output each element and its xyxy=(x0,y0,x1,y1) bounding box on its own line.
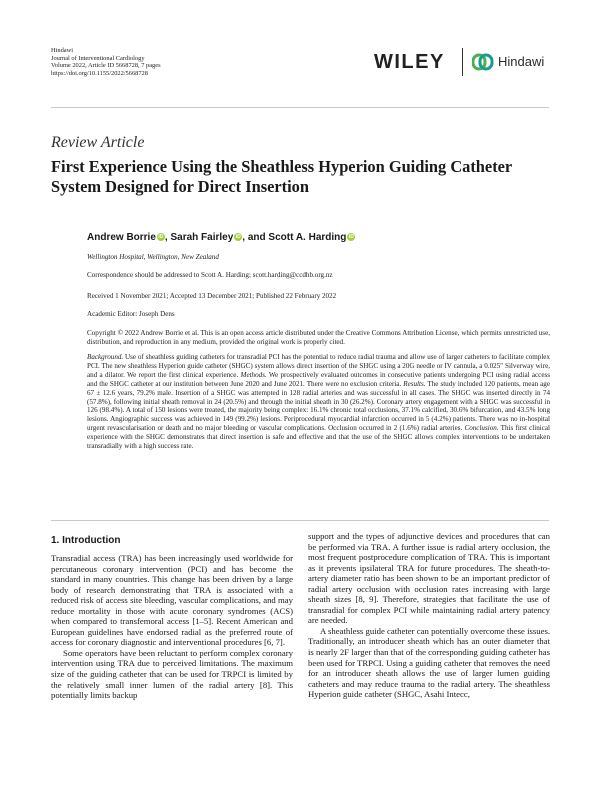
header-rule xyxy=(51,107,549,108)
abstract-methods: We prospectively evaluated outcomes in consecutive patients undergoing PCI using radial access and the SHGC catheter at our institution between June 2020 and June 2021. There were no exclusion criteria. xyxy=(87,370,550,388)
body-paragraph: support and the types of adjunctive devices and procedures that can be performed via TRA. A further issue is radial artery occlusion, the most frequent postprocedure complication of TRA. This is important as it prevents ipsilateral TRA for future procedures. The sheath-to-artery diameter ratio has been shown to be an important predictor of radial artery occlusion with occlusion rates increasing with large sheath sizes [8, 9]. Therefore, strategies that facilitate the use of transradial for complex PCI while maintaining radial artery patency are needed. xyxy=(308,531,550,626)
section-heading: 1. Introduction xyxy=(51,535,121,546)
journal-name: Journal of Interventional Cardiology xyxy=(51,54,145,62)
wiley-logo: WILEY xyxy=(374,51,445,73)
author-name[interactable]: Scott A. Harding xyxy=(268,232,347,243)
abstract-conclusion: This first clinical experience with the SHGC demonstrates that direct insertion is safe and effective and that the use of the SHGC allows complex interventions to be undertaken transradially with a high success rate. xyxy=(87,424,550,451)
copyright-notice: Copyright © 2022 Andrew Borrie et al. This is an open access article distributed under the Creative Commons Attribution License, which permits unrestricted use, distribution, and reproduction in any medium, provided the original work is properly cited. xyxy=(87,329,550,346)
article-title: First Experience Using the Sheathless Hyperion Guiding Catheter System Designed for Direct Insertion xyxy=(51,157,512,196)
publisher-logos xyxy=(372,48,562,78)
publisher-name: Hindawi xyxy=(51,47,74,54)
article-type: Review Article xyxy=(51,134,145,151)
abstract-results-label: Results. xyxy=(403,379,426,388)
abstract-background: Use of sheathless guiding catheters for transradial PCI has the potential to reduce radial trauma and allow use of larger catheters to facilitate complex PCI. The new sheathless Hyperion guide catheter (SHGC) system allows direct insertion of the SHGC using a 20G needle or IV cannula, a 0.025″ Silverway wire, and a dilator. We report the first clinical experience. xyxy=(87,353,550,379)
author-separator: , xyxy=(164,232,171,243)
body-column-right xyxy=(308,531,550,700)
academic-editor: Academic Editor: Joseph Dens xyxy=(87,310,175,318)
orcid-icon[interactable]: iD xyxy=(235,234,241,241)
article-dates: Received 1 November 2021; Accepted 13 December 2021; Published 22 February 2022 xyxy=(87,292,337,300)
orcid-icon[interactable]: iD xyxy=(158,234,164,241)
author-name[interactable]: Andrew Borrie xyxy=(87,232,156,243)
orcid-icon[interactable]: iD xyxy=(348,234,354,241)
correspondence: Correspondence should be addressed to Scott A. Harding; scott.harding@ccdhb.org.nz xyxy=(87,271,333,279)
doi-link[interactable]: https://doi.org/10.1155/2022/5668728 xyxy=(51,69,148,77)
body-paragraph: Some operators have been reluctant to perform complex coronary intervention using TRA due to perceived limitations. The maximum size of the guiding catheter that can be used for TRPCI is limited by the relatively small inner lumen of the radial artery [8]. This potentially limits backup xyxy=(51,647,293,701)
logo-divider xyxy=(462,48,463,76)
author-separator: , and xyxy=(242,232,269,243)
abstract-conclusion-label: Conclusion. xyxy=(464,424,499,433)
journal-meta xyxy=(51,47,161,77)
hindawi-logo-text: Hindawi xyxy=(498,54,545,69)
abstract-background-label: Background. xyxy=(87,353,124,361)
abstract xyxy=(87,353,550,451)
body-paragraph: A sheathless guide catheter can potentially overcome these issues. Traditionally, an introducer sheath which has an outer diameter that is nearly 2F larger than that of the corresponding guiding catheter has been used for TRPCI. Using a guiding catheter that removes the need for an introducer sheath allows the use of larger lumen guiding catheters and may reduce trauma to the radial artery. The sheathless Hyperion guide catheter (SHGC, Asahi Intecc, xyxy=(308,625,550,700)
abstract-methods-label: Methods. xyxy=(240,370,267,379)
body-paragraph: Transradial access (TRA) has been increasingly used worldwide for percutaneous coronary intervention (PCI) and has become the standard in many countries. This change has been driven by a large body of research demonstrating that TRA is associated with a reduced risk of access site bleeding, vascular complications, and may reduce mortality in those with acute coronary syndromes (ACS) when compared to transfemoral access [1–5]. Recent American and European guidelines have endorsed radial as the preferred route of access for coronary diagnostic and interventional procedures [6, 7]. xyxy=(51,553,293,648)
volume-line: Volume 2022, Article ID 5668728, 7 pages xyxy=(51,62,161,70)
abstract-rule xyxy=(51,520,549,521)
abstract-results: The study included 120 patients, mean age 67 ± 12.6 years, 79.2% male. Insertion of a SHGC was attempted in 128 radial arteries and was successful in all cases. The SHGC was inserted directly in 74 (57.8%), following initial sheath removal in 24 (20.5%) and through the initial sheath in 30 (26.2%). Coronary artery engagement with a SHGC was successful in 126 (98.4%). A total of 150 lesions were treated, the majority being complex: 16.1% chronic total occlusions, 37.1% calcified, 30.6% bifurcation, and 43.5% long lesions. Angiographic success was achieved in 149 (99.2%) lesions. Periprocedural myocardial infarction occurred in 5 (4.2%) patients. There was no in-hospital urgent revascularisation or death and no major bleeding or vascular complications. Occlusion occurred in 2 (1.6%) radial arteries. xyxy=(87,379,550,433)
body-column-left xyxy=(51,553,293,701)
affiliation: Wellington Hospital, Wellington, New Zealand xyxy=(87,253,219,261)
hindawi-logo-icon xyxy=(472,52,494,72)
author-list xyxy=(87,232,355,243)
author-name[interactable]: Sarah Fairley xyxy=(170,232,234,243)
